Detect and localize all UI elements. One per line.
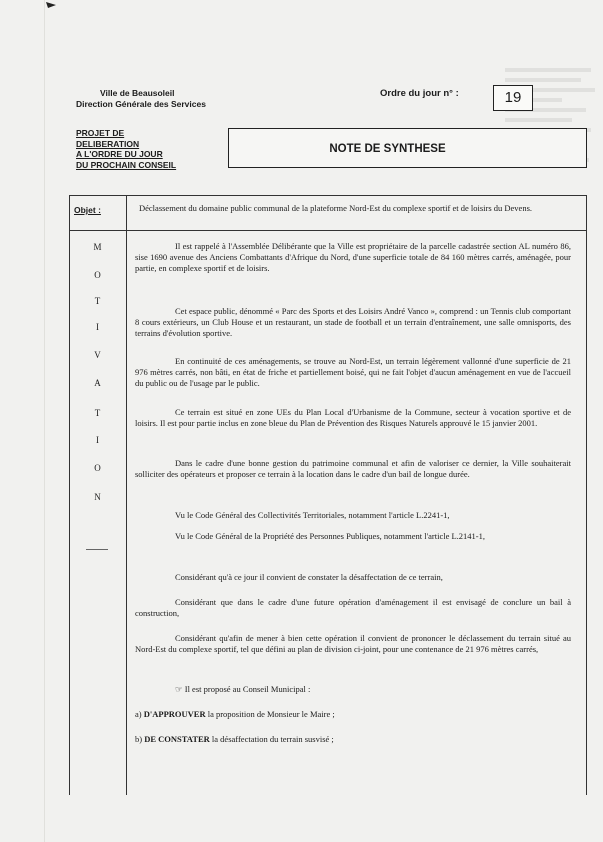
motivation-letter: N xyxy=(94,492,101,502)
column-divider xyxy=(126,195,127,795)
motivation-letter: V xyxy=(94,350,101,360)
item-prefix: a) xyxy=(135,709,142,719)
item-verb: D'APPROUVER xyxy=(143,709,206,719)
scan-corner-mark xyxy=(46,2,56,8)
margin-dash xyxy=(86,549,108,550)
paragraph: ☞ Il est proposé au Conseil Municipal : xyxy=(175,684,311,694)
motivation-letter: M xyxy=(93,242,102,252)
decision-item xyxy=(135,709,335,720)
paragraph: Ce terrain est situé en zone UEs du Plan Local d'Urbanisme de la Commune, secteur à vocation sportive et de loisirs. Il est pour partie inclus en zone bleue du Plan de Prévention des Risques Naturels approuvé le 15 janvier 2001. xyxy=(135,407,571,428)
projet-line: DELIBERATION xyxy=(76,138,140,149)
content-frame xyxy=(69,195,587,795)
motivation-letter: T xyxy=(94,408,101,418)
ville-name: Ville de Beausoleil xyxy=(100,88,175,98)
paragraph: Cet espace public, dénommé « Parc des Sports et des Loisirs André Vanco », comprend : un Tennis club comportant 8 cours extérieurs, un Club House et un restaurant, un stade de football et un terrain d'entraînement, une salle omnisports, des terrains d'évolution sportive. xyxy=(135,306,571,338)
paragraph: Considérant qu'afin de mener à bien cette opération il convient de prononcer le déclassement du terrain situé au Nord-Est du complexe sportif, tel que défini au plan de division ci-joint, pour une contenance de 21 976 mètres carrés, xyxy=(135,633,571,654)
paragraph: Vu le Code Général de la Propriété des Personnes Publiques, notamment l'article L.2141-1, xyxy=(175,531,486,541)
paragraph: Il est rappelé à l'Assemblée Délibérante que la Ville est propriétaire de la parcelle cadastrée section AL numéro 86, sise 1690 avenue des Anciens Combattants d'Afrique du Nord, d'une superficie totale de 84 160 mètres carrés, aménagée, pour partie, en complexe sportif et de loisirs. xyxy=(135,241,571,273)
ordre-number: 19 xyxy=(504,89,522,106)
decision-item xyxy=(135,734,334,745)
projet-line: A L'ORDRE DU JOUR xyxy=(76,149,163,159)
paragraph: En continuité de ces aménagements, se trouve au Nord-Est, un terrain légèrement vallonné d'une superficie de 21 976 mètres carrés, non bâti, en état de friche et partiellement boisé, qui ne fait l'objet d'aucun aménagement en vue de l'accueil du public ou de l'usage par le public. xyxy=(135,356,571,388)
item-verb: DE CONSTATER xyxy=(144,734,210,744)
paragraph: Considérant qu'à ce jour il convient de constater la désaffectation de ce terrain, xyxy=(175,572,443,582)
ordre-number-box xyxy=(493,85,533,111)
motivation-letter: T xyxy=(94,296,101,306)
motivation-letter: I xyxy=(96,322,99,332)
projet-deliberation xyxy=(76,128,176,170)
note-title: NOTE DE SYNTHESE xyxy=(329,143,446,155)
item-prefix: b) xyxy=(135,734,143,744)
motivation-letter: I xyxy=(96,435,99,445)
objet-label: Objet : xyxy=(74,205,101,215)
item-text: la désaffectation du terrain susvisé ; xyxy=(211,734,334,744)
paragraph: Vu le Code Général des Collectivités Territoriales, notamment l'article L.2241-1, xyxy=(175,510,450,520)
projet-line: PROJET DE xyxy=(76,128,125,138)
ordre-du-jour-label: Ordre du jour n° : xyxy=(380,88,459,99)
motivation-letter: A xyxy=(94,378,101,388)
paragraph: Considérant que dans le cadre d'une future opération d'aménagement il est envisagé de conclure un bail à construction, xyxy=(135,597,571,618)
direction-name: Direction Générale des Services xyxy=(76,99,206,109)
item-text: la proposition de Monsieur le Maire ; xyxy=(207,709,335,719)
motivation-letter: O xyxy=(94,463,101,473)
objet-text: Déclassement du domaine public communal de la plateforme Nord-Est du complexe sportif et de loisirs du Devens. xyxy=(139,203,533,213)
objet-divider xyxy=(69,230,587,231)
motivation-letter: O xyxy=(94,270,101,280)
note-title-box xyxy=(228,128,587,168)
paragraph: Dans le cadre d'une bonne gestion du patrimoine communal et afin de valoriser ce dernier, la Ville souhaiterait solliciter des opérateurs et proposer ce terrain à la location dans le cadre d'un bail de longue durée. xyxy=(135,458,571,479)
scan-edge xyxy=(44,0,45,842)
projet-line: DU PROCHAIN CONSEIL xyxy=(76,159,177,170)
